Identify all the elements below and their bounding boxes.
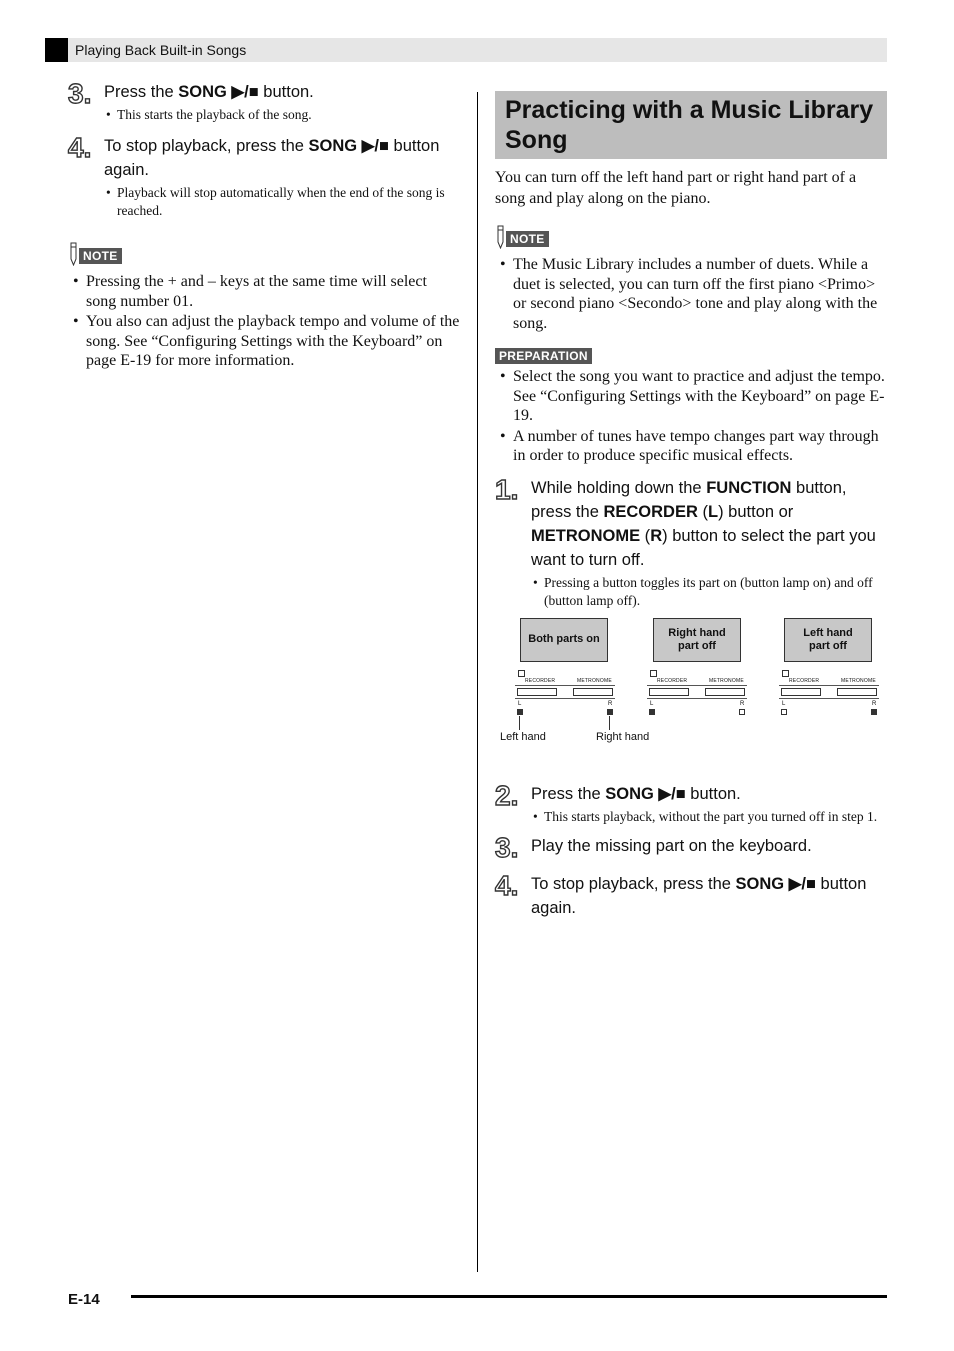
preparation-label: PREPARATION [495, 348, 592, 364]
note-label: NOTE [506, 231, 549, 247]
step-3 [495, 831, 887, 863]
lamp-left-on [649, 709, 655, 715]
lamp-left-on [517, 709, 523, 715]
note-item: • You also can adjust the playback tempo and volume of the song. See “Configuring Settings with the Keyboard” on page E-19 for more information. [68, 312, 460, 371]
header-marker [45, 38, 68, 62]
step-text: While holding down the FUNCTION button, press the RECORDER (L) button or METRONOME (R) button to select the part you want to turn off. [531, 478, 876, 569]
recorder-button [517, 688, 557, 696]
column-divider [477, 92, 478, 1272]
lamp-right-on [871, 709, 877, 715]
step-number: 3. [495, 831, 519, 863]
section-title: Playing Back Built-in Songs [75, 42, 247, 58]
note-heading [495, 225, 887, 251]
step-number: 2. [495, 779, 519, 811]
step-3 [68, 80, 460, 124]
note-list [495, 255, 887, 333]
step-2 [495, 779, 887, 826]
note-item: • The Music Library includes a number of duets. While a duet is selected, you can turn off the first piano <Primo> or second piano <Secondo> tone and play along with the song. [495, 255, 887, 333]
state-box-right-off: Right hand part off [653, 618, 741, 662]
note-list [68, 272, 460, 371]
button-panel-1: RECORDER METRONOME L R [515, 670, 615, 716]
leader-line-left [519, 716, 520, 730]
metronome-button [573, 688, 613, 696]
step-number: 4. [495, 869, 519, 901]
step-bullet: • Playback will stop automatically when the end of the song is reached. [104, 184, 460, 220]
button-panel-2: RECORDER METRONOME L R [647, 670, 747, 716]
step-text: Press the SONG ▶/■ button. [104, 83, 314, 101]
state-box-left-off: Left hand part off [784, 618, 872, 662]
right-column [495, 91, 887, 928]
step-text: To stop playback, press the SONG ▶/■ button again. [104, 137, 440, 179]
footer-rule [131, 1295, 887, 1298]
pencil-icon [495, 225, 506, 249]
button-panel-3: RECORDER METRONOME L R [779, 670, 879, 716]
leader-line-right [609, 716, 610, 730]
step-4 [495, 869, 887, 920]
step-bullet: • This starts playback, without the part you turned off in step 1. [531, 808, 887, 826]
step-bullet: • Pressing a button toggles its part on (button lamp on) and off (button lamp off). [531, 574, 887, 610]
step-bullet: • This starts the playback of the song. [104, 106, 460, 124]
note-label: NOTE [79, 248, 122, 264]
pencil-icon [68, 242, 79, 266]
caption-left-hand: Left hand [500, 730, 546, 743]
step-text: Press the SONG ▶/■ button. [531, 784, 741, 803]
intro-paragraph: You can turn off the left hand part or right hand part of a song and play along on the piano. [495, 169, 857, 207]
step-number: 3. [68, 78, 92, 109]
caption-right-hand: Right hand [596, 730, 650, 743]
step-4 [68, 134, 460, 220]
part-selection-illustration [495, 618, 887, 758]
left-column [68, 80, 460, 381]
preparation-item: • A number of tunes have tempo changes part way through in order to produce specific musical effects. [495, 427, 887, 466]
step-text: Play the missing part on the keyboard. [531, 836, 812, 855]
step-1 [495, 473, 887, 610]
preparation-item: • Select the song you want to practice and adjust the tempo. See “Configuring Settings with the Keyboard” on page E-19. [495, 367, 887, 426]
page-number: E-14 [68, 1291, 100, 1308]
note-item: • Pressing the + and – keys at the same time will select song number 01. [68, 272, 460, 311]
lamp-right-on [607, 709, 613, 715]
step-number: 4. [68, 132, 92, 163]
lamp-left-off [781, 709, 787, 715]
step-text: To stop playback, press the SONG ▶/■ button again. [531, 874, 867, 917]
preparation-list [495, 367, 887, 466]
state-box-both-on: Both parts on [520, 618, 608, 662]
section-heading: Practicing with a Music Library Song [495, 91, 887, 159]
note-heading [68, 242, 460, 268]
lamp-right-off [739, 709, 745, 715]
page-header [45, 38, 887, 62]
step-number: 1. [495, 473, 519, 505]
